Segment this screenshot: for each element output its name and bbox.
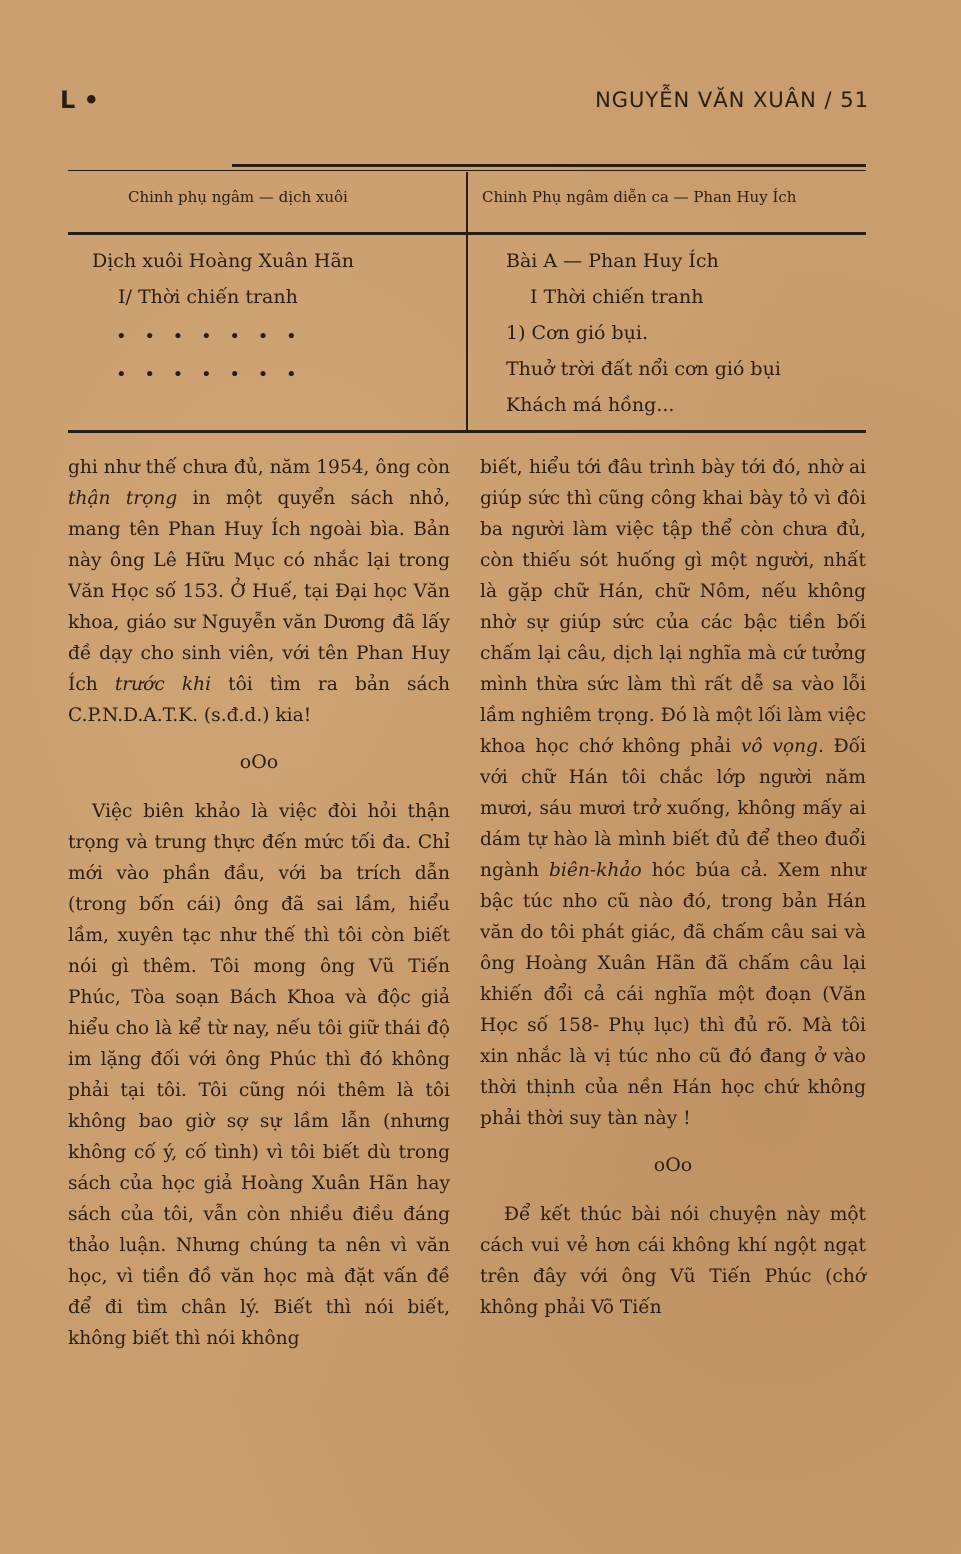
table-col1-header: Chinh phụ ngâm — dịch xuôi — [128, 188, 348, 206]
table-col1-line: Dịch xuôi Hoàng Xuân Hãn — [92, 250, 355, 272]
table-col2-line: Thuở trời đất nổi cơn gió bụi — [506, 358, 781, 380]
table-col1-ellipsis: • • • • • • • — [116, 364, 303, 385]
running-title: NGUYỄN VĂN XUÂN / 51 — [595, 88, 869, 112]
section-separator: oOo — [239, 751, 279, 773]
table-col2-line: Bài A — Phan Huy Ích — [506, 250, 719, 272]
table-col2-header: Chinh Phụ ngâm diễn ca — Phan Huy Ích — [482, 188, 797, 206]
page-mark: L • — [60, 86, 99, 114]
table-col2-line: I Thời chiến tranh — [530, 286, 704, 308]
table-col2-line: Khách má hồng... — [506, 394, 675, 416]
paragraph: Để kết thúc bài nói chuyện này một cách vui vẻ hơn cái không khí ngột ngạt trên đây với ông Vũ Tiến Phúc (chớ không phải Võ Tiến — [480, 1204, 866, 1318]
table-top-rule-thin — [68, 170, 866, 171]
right-text-column — [480, 452, 866, 1323]
table-column-divider — [466, 172, 468, 430]
paragraph: ghi như thế chưa đủ, năm 1954, ông còn thận trọng in một quyển sách nhỏ, mang tên Phan Huy Ích ngoài bìa. Bản này ông Lê Hữu Mục có nhắc lại trong Văn Học số 153. Ở Huế, tại Đại học Văn khoa, giáo sư Nguyễn văn Dương đã lấy đề dạy cho sinh viên, với tên Phan Huy Ích trước khi tôi tìm ra bản sách C.P.N.D.A.T.K. (s.đ.d.) kia! — [68, 457, 451, 726]
table-col1-line: I/ Thời chiến tranh — [118, 286, 298, 308]
table-col1-ellipsis: • • • • • • • — [116, 326, 303, 347]
table-top-rule — [232, 164, 866, 167]
paragraph: biết, hiểu tới đâu trình bày tới đó, nhờ ai giúp sức thì cũng công khai bày tỏ vì đôi ba người làm việc tập thể còn chưa đủ, còn thiếu sót huống gì một người, nhất là gặp chữ Hán, chữ Nôm, nếu không nhờ sự giúp sức của các bậc tiền bối chấm lại câu, dịch lại nghĩa mà cứ tưởng mình thừa sức làm thì rất dễ sa vào lỗi lầm nghiêm trọng. Đó là một lối làm việc khoa học chớ không phải vô vọng. Đối với chữ Hán tôi chắc lớp người năm mươi, sáu mươi trở xuống, không mấy ai dám tự hào là mình biết đủ để theo đuổi ngành biên-khảo hóc búa cả. Xem như bậc túc nho cũ nào đó, trong bản Hán văn do tôi phát giác, đã chấm câu sai và ông Hoàng Xuân Hãn đã chấm câu lại khiến đổi cả cái nghĩa một đoạn (Văn Học số 158- Phụ lục) thì đủ rõ. Mà tôi xin nhắc là vị túc nho cũ đó đang ở vào thời thịnh của nền Hán học chứ không phải thời suy tàn này ! — [480, 457, 867, 1129]
paragraph: Việc biên khảo là việc đòi hỏi thận trọng và trung thực đến mức tối đa. Chỉ mới vào phần đầu, với ba trích dẫn (trong bốn cái) ông đã sai lầm, hiểu lầm, xuyên tạc như thế thì tôi còn biết nói gì thêm. Tôi mong ông Vũ Tiến Phúc, Tòa soạn Bách Khoa và độc giả hiểu cho là kể từ nay, nếu tôi giữ thái độ im lặng đối với ông Phúc thì đó không phải tại tôi. Tôi cũng nói thêm là tôi không bao giờ sợ sự lầm lẫn (nhưng không cố ý, cố tình) vì tôi biết dù trong sách của học giả Hoàng Xuân Hãn hay sách của tôi, vẫn còn nhiều điều đáng thảo luận. Nhưng chúng ta nên vì văn học, vì tiền đồ văn học mà đặt vấn đề để đi tìm chân lý. Biết thì nói biết, không biết thì nói không — [68, 801, 450, 1349]
table-col2-line: 1) Cơn gió bụi. — [506, 322, 649, 344]
table-bottom-rule — [68, 430, 866, 433]
left-text-column — [68, 452, 450, 1354]
section-separator: oOo — [653, 1154, 693, 1176]
